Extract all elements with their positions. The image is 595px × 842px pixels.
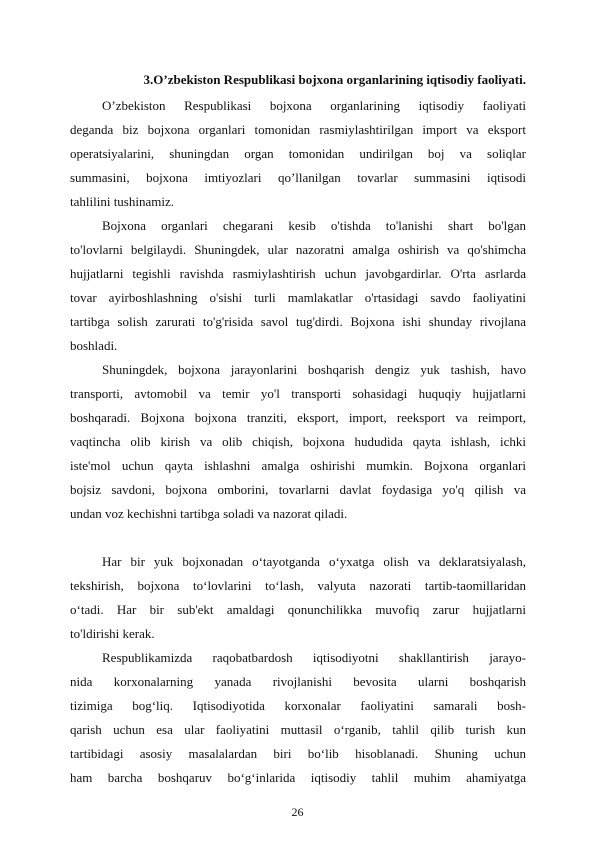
text-line: tartibga solish zarurati to'g'risida savol tug'dirdi. Bojxona ishi shunday rivojlana: [70, 314, 526, 329]
text-line: to'lovlarni belgilaydi. Shuningdek, ular nazoratni amalga oshirish va qo'shimcha: [70, 242, 526, 257]
page-number: 26: [291, 805, 304, 819]
text-line: tovar ayirboshlashning o'sishi turli mamlakatlar o'rtasidagi savdo faoliyatini: [70, 290, 526, 305]
text-line: hujjatlarni tegishli ravishda rasmiylashtirish uchun javobgardirlar. O'rta asrlarda: [70, 266, 526, 281]
text-line: tartibidagi asosiy masalalardan biri bo‘lib hisoblanadi. Shuning uchun: [70, 746, 526, 761]
text-line: vaqtincha olib kirish va olib chiqish, bojxona hududida qayta ishlash, ichki: [70, 434, 526, 449]
text-line: summasini, bojxona imtiyozlari qo’llanilgan tovarlar summasini iqtisodi: [70, 170, 526, 185]
text-line: ham barcha boshqaruv bo‘g‘inlarida iqtisodiy tahlil muhim ahamiyatga: [70, 770, 526, 785]
text-line: transporti, avtomobil va temir yo'l transporti sohasidagi huquqiy hujjatlarni: [70, 386, 526, 401]
text-line: tahlilini tushinamiz.: [70, 194, 174, 209]
text-line: deganda biz bojxona organlari tomonidan rasmiylashtirilgan import va eksport: [70, 122, 526, 137]
text-line: nida korxonalarning yanada rivojlanishi bevosita ularni boshqarish: [70, 674, 526, 689]
text-line: boshqaradi. Bojxona bojxona tranziti, eksport, import, reeksport va reimport,: [70, 410, 526, 425]
text-line: tekshirish, bojxona to‘lovlarini to‘lash, valyuta nazorati tartib-taomillaridan: [70, 578, 526, 593]
text-line: to'ldirishi kerak.: [70, 626, 155, 641]
text-line: Shuningdek, bojxona jarayonlarini boshqarish dengiz yuk tashish, havo: [102, 362, 526, 377]
text-line: boshladi.: [70, 338, 118, 353]
text-line: O’zbekiston Respublikasi bojxona organlarining iqtisodiy faoliyati: [102, 98, 526, 113]
text-line: Bojxona organlari chegarani kesib o'tishda to'lanishi shart bo'lgan: [102, 218, 526, 233]
section-heading: 3.O’zbekiston Respublikasi bojxona organlarining iqtisodiy faoliyati.: [143, 72, 526, 87]
text-line: qarish uchun esa ular faoliyatini muttasil o‘rganib, tahlil qilib turish kun: [70, 722, 526, 737]
text-line: bojsiz savdoni, bojxona omborini, tovarlarni davlat foydasiga yo'q qilish va: [70, 482, 526, 497]
text-line: o‘tadi. Har bir sub'ekt amaldagi qonunchilikka muvofiq zarur hujjatlarni: [70, 602, 526, 617]
text-line: Har bir yuk bojxonadan o‘tayotganda o‘yxatga olish va deklaratsiyalash,: [102, 554, 526, 569]
text-line: undan voz kechishni tartibga soladi va nazorat qiladi.: [70, 506, 348, 521]
text-line: iste'mol uchun qayta ishlashni amalga oshirishi mumkin. Bojxona organlari: [70, 458, 526, 473]
text-line: tizimiga bog‘liq. Iqtisodiyotida korxonalar faoliyatini samarali bosh-: [70, 698, 526, 713]
text-line: operatsiyalarini, shuningdan organ tomonidan undirilgan boj va soliqlar: [70, 146, 526, 161]
text-line: Respublikamizda raqobatbardosh iqtisodiyotni shakllantirish jarayo-: [102, 650, 526, 665]
